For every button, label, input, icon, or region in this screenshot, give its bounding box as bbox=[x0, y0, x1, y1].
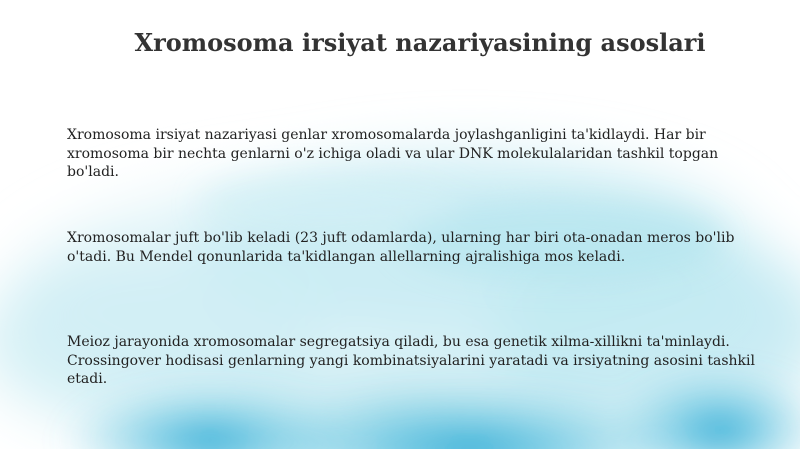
slide-title: Xromosoma irsiyat nazariyasining asoslari bbox=[134, 28, 706, 57]
paragraph-chromosome-pairs: Xromosomalar juft bo'lib keladi (23 juft odamlarda), ularning har biri ota-onadan meros bo'lib o'tadi. Bu Mendel qonunlarida ta'kidlangan allellarning ajralishiga mos keladi. bbox=[67, 230, 735, 265]
paragraph-chromosome-theory: Xromosoma irsiyat nazariyasi genlar xromosomalarda joylashganligini ta'kidlaydi. Har bir xromosoma bir nechta genlarni o'z ichiga oladi va ular DNK molekulalaridan tashkil topgan bo'ladi. bbox=[67, 127, 719, 180]
paragraph-meiosis: Meioz jarayonida xromosomalar segregatsiya qiladi, bu esa genetik xilma-xillikni ta'minlaydi. Crossingover hodisasi genlarning yangi kombinatsiyalarini yaratadi va irsiyatning asosini tashkil etadi. bbox=[67, 334, 755, 387]
